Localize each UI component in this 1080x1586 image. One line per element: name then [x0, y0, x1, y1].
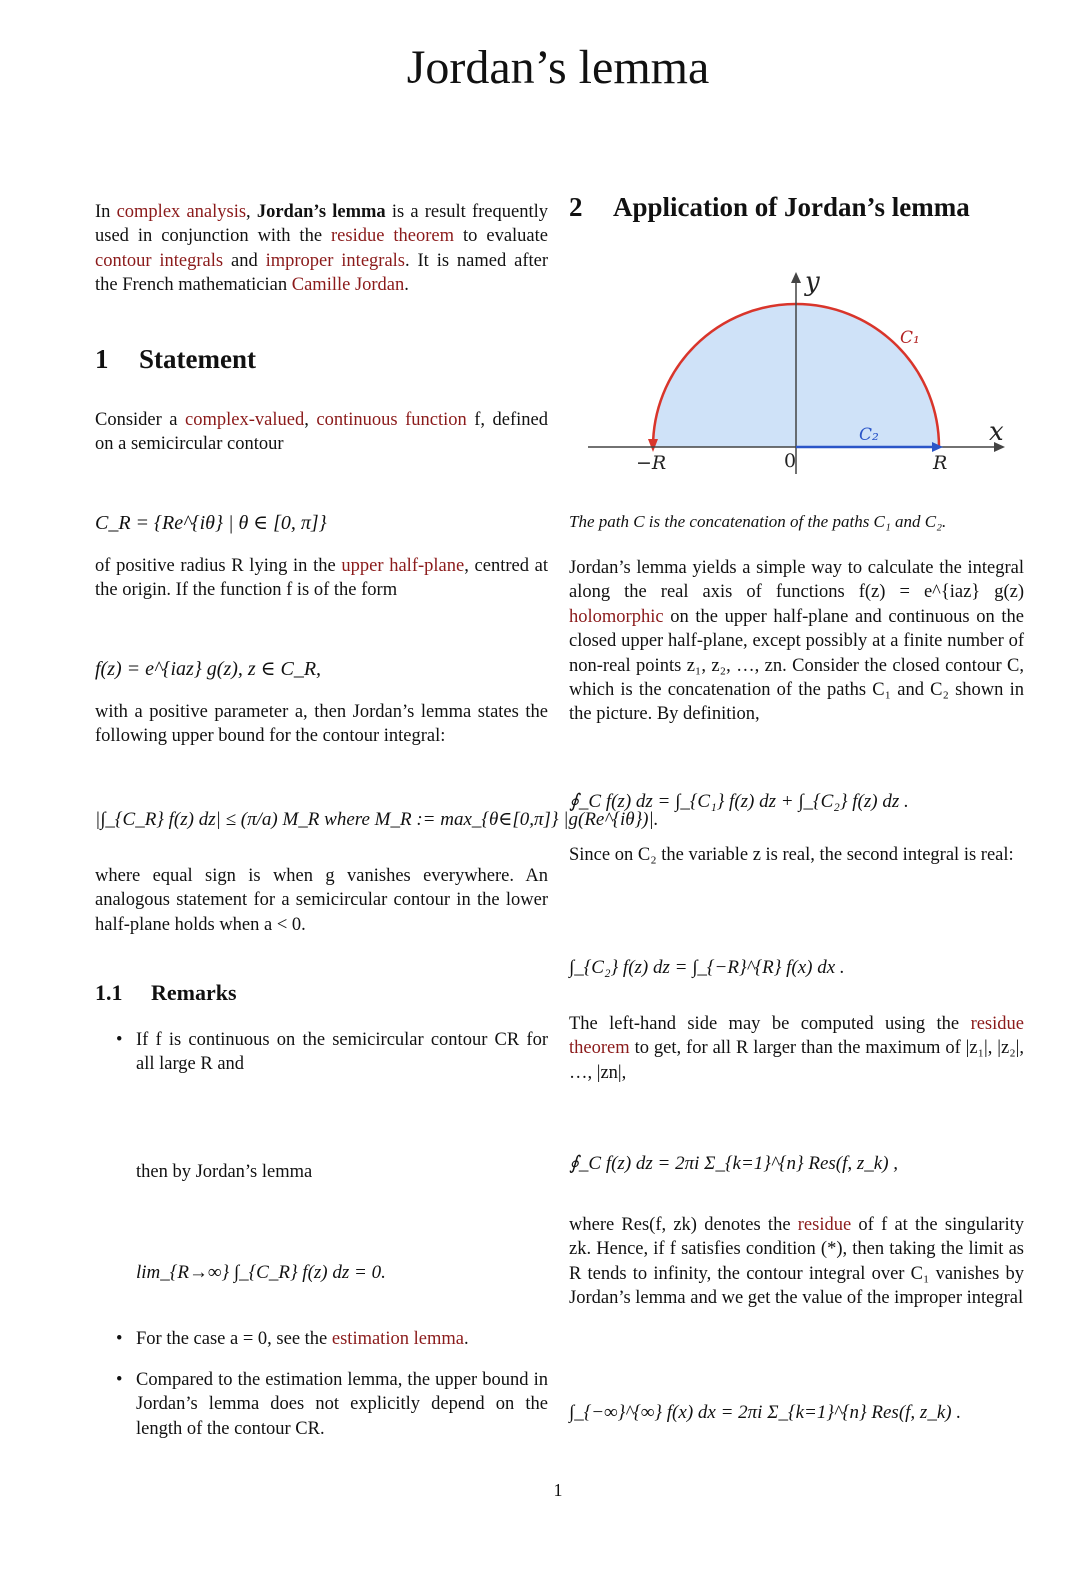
link-improper-integrals[interactable]: improper integrals: [265, 250, 405, 271]
equation-improper-integral: ∫_{−∞}^{∞} f(x) dx = 2πi Σ_{k=1}^{n} Res(f, z_k) .: [569, 1402, 962, 1423]
statement-paragraph-1: Consider a complex-valued, continuous function f, defined on a semicircular contour: [95, 410, 549, 455]
figure-label-zero: 0: [784, 450, 797, 472]
link-upper-half-plane[interactable]: upper half-plane: [341, 556, 465, 576]
bullet-icon: •: [116, 1030, 123, 1050]
link-residue-theorem-2[interactable]: residue theorem: [569, 1014, 1024, 1059]
remark-bullet-2: • For the case a = 0, see the estimation lemma.: [136, 1327, 548, 1351]
equation-function-form: f(z) = e^{iaz} g(z), z ∈ C_R,: [95, 658, 322, 680]
remark-bullet-3: • Compared to the estimation lemma, the upper bound in Jordan’s lemma does not explicitly depend on the length of the contour CR.: [116, 1370, 548, 1439]
link-continuous-function[interactable]: continuous function: [316, 410, 467, 430]
link-complex-valued[interactable]: complex-valued: [185, 410, 305, 430]
statement-paragraph-3: with a positive parameter a, then Jordan’s lemma states the following upper bound for the contour integral:: [95, 702, 548, 747]
section-heading-application: 2 Application of Jordan’s lemma: [569, 192, 970, 222]
link-estimation-lemma[interactable]: estimation lemma: [331, 1329, 464, 1349]
remark-bullet-1-continued: then by Jordan’s lemma: [136, 1162, 313, 1182]
link-residue[interactable]: residue: [797, 1215, 852, 1235]
figure-label-x: x: [989, 417, 1004, 447]
semicircle-contour-figure: [585, 262, 1025, 482]
link-camille-jordan[interactable]: Camille Jordan: [291, 275, 405, 296]
subsection-heading-remarks: 1.1 Remarks: [95, 980, 237, 1005]
bullet-icon: •: [116, 1370, 123, 1390]
remark-bullet-1: • If f is continuous on the semicircular contour CR for all large R and: [116, 1030, 548, 1075]
link-complex-analysis[interactable]: complex analysis: [116, 202, 247, 222]
application-paragraph-1: Jordan’s lemma yields a simple way to calculate the integral along the real axis of functions f(z) = e^{iaz} g(z) holomorphic on the upper half-plane and continuous on the closed upper half-plane, except possibly at a finite number of non-real points z₁, z₂, …, zn. Consider the closed contour C, which is the concatenation of the paths C₁ and C₂ shown in the picture. By definition,: [569, 558, 1024, 725]
section-heading-statement: 1 Statement: [95, 344, 256, 374]
application-paragraph-2: Since on C₂ the variable z is real, the second integral is real:: [569, 845, 1014, 865]
figure-label-c1: C₁: [900, 328, 920, 348]
link-contour-integrals[interactable]: contour integrals: [95, 250, 224, 271]
figure-label-r: R: [933, 452, 948, 474]
application-paragraph-3: The left-hand side may be computed using the residue theorem to get, for all R larger than the maximum of |z₁|, |z₂|, …, |zn|,: [569, 1014, 1024, 1083]
equation-contour-definition: C_R = {Re^{iθ} | θ ∈ [0, π]}: [95, 512, 327, 534]
application-paragraph-4: where Res(f, zk) denotes the residue of f at the singularity zk. Hence, if f satisfies condition (*), then taking the limit as R tends to infinity, the contour integral over C₁ vanishes by Jordan’s lemma and we get the value of the improper integral: [569, 1215, 1024, 1309]
equation-jordan-bound: |∫_{C_R} f(z) dz| ≤ (π/a) M_R where M_R := max_{θ∈[0,π]} |g(Re^{iθ})|.: [95, 809, 659, 830]
equation-limit-zero: lim_{R→∞} ∫_{C_R} f(z) dz = 0.: [136, 1262, 386, 1283]
figure-caption: The path C is the concatenation of the paths C₁ and C₂.: [569, 512, 947, 531]
page-title: Jordan’s lemma: [406, 41, 710, 94]
bullet-icon: •: [116, 1329, 123, 1349]
figure-label-neg-r: −R: [636, 452, 667, 474]
statement-paragraph-2: of positive radius R lying in the upper half-plane, centred at the origin. If the function f is of the form: [95, 556, 549, 601]
link-holomorphic[interactable]: holomorphic: [569, 606, 664, 627]
equation-contour-split: ∮_C f(z) dz = ∫_{C₁} f(z) dz + ∫_{C₂} f(z) dz .: [569, 791, 909, 812]
y-axis-arrowhead-icon: [791, 272, 801, 283]
equation-residue-sum: ∮_C f(z) dz = 2πi Σ_{k=1}^{n} Res(f, z_k) ,: [569, 1153, 899, 1174]
equation-real-integral: ∫_{C₂} f(z) dz = ∫_{−R}^{R} f(x) dx .: [569, 957, 845, 978]
statement-paragraph-4: where equal sign is when g vanishes everywhere. An analogous statement for a semicircular contour in the lower half-plane holds when a < 0.: [95, 866, 548, 935]
page-number: 1: [553, 1480, 563, 1500]
intro-paragraph: In complex analysis, Jordan’s lemma is a result frequently used in conjunction with the residue theorem to evaluate contour integrals and improper integrals. It is named after the French mathematician Camille Jordan.: [95, 202, 548, 296]
link-residue-theorem[interactable]: residue theorem: [331, 226, 455, 247]
figure-label-y: y: [805, 267, 820, 297]
figure-label-c2: C₂: [859, 425, 879, 445]
